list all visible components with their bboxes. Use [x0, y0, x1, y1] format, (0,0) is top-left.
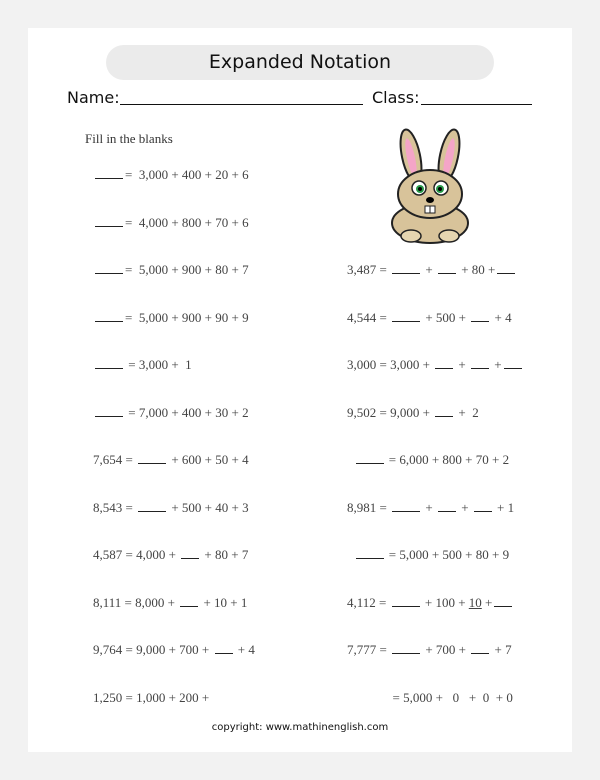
- equation-text: [347, 547, 354, 562]
- problem-row: [93, 595, 247, 611]
- problem-row: [347, 262, 517, 278]
- answer-blank[interactable]: [497, 263, 515, 274]
- equation-text: + 1: [493, 500, 515, 515]
- equation-text: 3,000 = 3,000 +: [347, 357, 434, 372]
- equation-text: + 80 + 7: [201, 547, 249, 562]
- equation-text: +: [491, 357, 502, 372]
- answer-blank[interactable]: [392, 596, 420, 607]
- answer-blank[interactable]: [474, 501, 492, 512]
- equation-text: + 4: [491, 310, 512, 325]
- answer-blank[interactable]: [95, 216, 123, 227]
- answer-blank[interactable]: [471, 311, 489, 322]
- equation-text: = 3,000 + 400 + 20 + 6: [125, 167, 249, 182]
- equation-text: 8,543 =: [93, 500, 137, 515]
- problem-row: [93, 452, 249, 468]
- equation-text: +: [422, 500, 436, 515]
- equation-text: + 4: [234, 642, 255, 657]
- answer-blank[interactable]: [471, 358, 489, 369]
- equation-text: = 4,000 + 800 + 70 + 6: [125, 215, 249, 230]
- answer-blank[interactable]: [181, 548, 199, 559]
- equation-text: 3,487 =: [347, 262, 391, 277]
- answer-blank[interactable]: [392, 311, 420, 322]
- answer-blank[interactable]: [95, 311, 123, 322]
- class-label: Class:: [372, 88, 420, 107]
- answer-blank[interactable]: [356, 548, 384, 559]
- equation-text: +: [422, 262, 436, 277]
- problem-row: [347, 357, 524, 373]
- equation-text: = 6,000 + 800 + 70 + 2: [385, 452, 510, 467]
- equation-text: 8,981 =: [347, 500, 391, 515]
- equation-text: 4,587 = 4,000 +: [93, 547, 180, 562]
- answer-blank[interactable]: [180, 596, 198, 607]
- equation-text: + 7: [491, 642, 512, 657]
- equation-text: 4,112 =: [347, 595, 390, 610]
- problem-row: [93, 690, 209, 706]
- bunny-illustration: [383, 128, 477, 246]
- answer-blank[interactable]: [435, 406, 453, 417]
- answer-blank[interactable]: [356, 453, 384, 464]
- answer-blank[interactable]: [95, 168, 123, 179]
- equation-text: + 700 +: [422, 642, 470, 657]
- equation-text: = 5,000 + 900 + 90 + 9: [125, 310, 249, 325]
- problem-row: [93, 167, 249, 183]
- equation-text: + 80 +: [457, 262, 496, 277]
- answer-blank[interactable]: [95, 263, 123, 274]
- answer-blank[interactable]: [435, 358, 453, 369]
- equation-text: +: [455, 357, 470, 372]
- equation-text: = 5,000 + 500 + 80 + 9: [385, 547, 510, 562]
- problem-row: [93, 357, 192, 373]
- problem-row: [93, 405, 249, 421]
- equation-text: = 7,000 + 400 + 30 + 2: [125, 405, 249, 420]
- equation-text: = 5,000 + 900 + 80 + 7: [125, 262, 249, 277]
- answer-blank[interactable]: [95, 406, 123, 417]
- problem-row: [347, 642, 512, 658]
- answer-blank[interactable]: [138, 501, 166, 512]
- equation-text: [347, 452, 354, 467]
- problem-row: [347, 310, 512, 326]
- answer-blank[interactable]: [392, 263, 420, 274]
- problem-row: [347, 595, 514, 611]
- equation-text: + 2: [455, 405, 479, 420]
- class-field[interactable]: [421, 104, 532, 105]
- equation-text: + 500 +: [422, 310, 470, 325]
- equation-text: 9,764 = 9,000 + 700 +: [93, 642, 213, 657]
- answer-blank[interactable]: [494, 596, 512, 607]
- problem-row: [93, 642, 255, 658]
- name-label: Name:: [67, 88, 120, 107]
- equation-text: 10: [468, 595, 482, 610]
- problem-row: [93, 215, 249, 231]
- answer-blank[interactable]: [504, 358, 522, 369]
- equation-text: +: [457, 500, 472, 515]
- equation-text: 8,111 = 8,000 +: [93, 595, 179, 610]
- equation-text: = 3,000 + 1: [125, 357, 192, 372]
- problem-row: [93, 547, 248, 563]
- equation-text: 7,777 =: [347, 642, 391, 657]
- equation-text: 9,502 = 9,000 +: [347, 405, 434, 420]
- equation-text: + 600 + 50 + 4: [168, 452, 249, 467]
- equation-text: 1,250 = 1,000 + 200 +: [93, 690, 210, 705]
- problem-row: [347, 452, 509, 468]
- equation-text: 4,544 =: [347, 310, 391, 325]
- problem-row: [347, 405, 479, 421]
- problem-row: [347, 547, 509, 563]
- answer-blank[interactable]: [95, 358, 123, 369]
- problem-row: [347, 690, 513, 706]
- equation-text: + 100 +: [421, 595, 469, 610]
- name-field[interactable]: [120, 104, 363, 105]
- answer-blank[interactable]: [438, 263, 456, 274]
- answer-blank[interactable]: [392, 501, 420, 512]
- answer-blank[interactable]: [438, 501, 456, 512]
- problem-row: [93, 262, 249, 278]
- problem-row: [93, 310, 249, 326]
- equation-text: + 10 + 1: [200, 595, 248, 610]
- equation-text: + 500 + 40 + 3: [168, 500, 249, 515]
- answer-blank[interactable]: [215, 643, 233, 654]
- answer-blank[interactable]: [392, 643, 420, 654]
- problem-row: [347, 500, 514, 516]
- answer-blank[interactable]: [138, 453, 166, 464]
- copyright-text: copyright: www.mathinenglish.com: [211, 722, 389, 733]
- equation-text: = 5,000 + 0 + 0 + 0: [347, 690, 513, 705]
- equation-text: +: [481, 595, 493, 610]
- equation-text: 7,654 =: [93, 452, 137, 467]
- answer-blank[interactable]: [471, 643, 489, 654]
- problem-row: [93, 500, 249, 516]
- worksheet-title: Expanded Notation: [106, 45, 494, 80]
- instructions: Fill in the blanks: [85, 131, 173, 146]
